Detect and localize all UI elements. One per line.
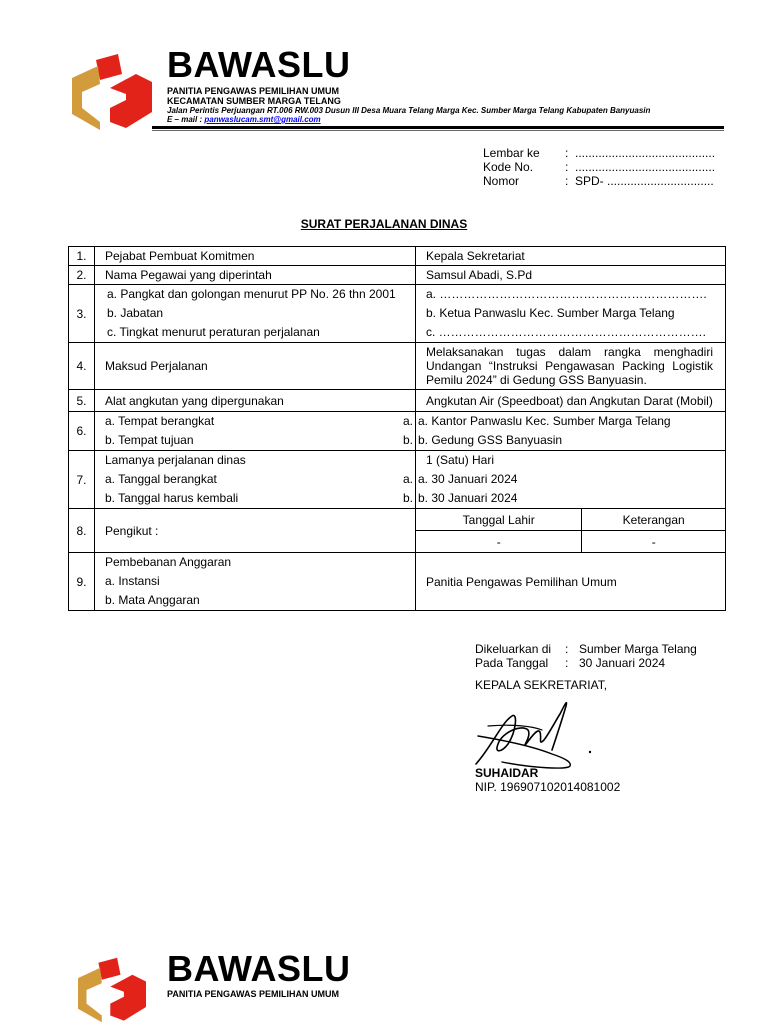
date-value: 30 Januari 2024 [579,656,666,670]
row-sublabel: a. Pangkat dan golongan menurut PP No. 26 thn 2001 [107,287,396,301]
row-value: Kepala Sekretariat [416,247,726,266]
sublabel-suffix: b. [402,433,413,447]
row-value-container [416,343,726,390]
row-subvalue: a. Kantor Panwaslu Kec. Sumber Marga Telang [418,414,671,428]
row-label-group [95,553,416,611]
companion-cell [416,509,726,553]
row-number: 1. [69,247,95,266]
row-subvalue: a. …………………………………………………………. [426,287,707,301]
row-value: Samsul Abadi, S.Pd [416,266,726,285]
row-label: Maksud Perjalanan [95,343,416,390]
companion-header: Tanggal Lahir [416,509,582,531]
sublabel-suffix: a. [402,414,413,428]
companion-row [416,531,726,553]
companion-header: Keterangan [582,509,726,531]
table-row [69,412,726,451]
meta-value: SPD- ................................ [575,174,714,188]
meta-row [483,160,715,174]
org-address: Jalan Perintis Perjuangan RT.006 RW.003 Dusun III Desa Muara Telang Marga Kec. Sumber Marga Telang Kabupaten Banyuasin [167,106,651,115]
row-sublabel [105,412,415,431]
meta-colon: : [565,174,569,188]
row-sublabel [105,489,415,508]
footer-org-name: BAWASLU [167,948,351,989]
row-sublabel: b. Mata Anggaran [105,593,200,607]
signer-position: KEPALA SEKRETARIAT, [475,678,608,692]
footer-org-line-1: PANITIA PENGAWAS PEMILIHAN UMUM [167,989,340,999]
meta-label: Kode No. [483,160,534,174]
row-subvalue: 1 (Satu) Hari [426,453,495,467]
table-row [69,390,726,412]
org-name: BAWASLU [167,44,351,85]
signature-block [475,642,697,692]
org-line-1: PANITIA PENGAWAS PEMILIHAN UMUM [167,86,340,96]
header-rule [152,126,724,129]
issued-row [475,642,697,656]
sublabel-suffix: b. [402,491,413,505]
bawaslu-logo [70,52,154,132]
header-rule-thin [152,130,724,131]
row-number: 3. [69,285,95,343]
companion-table [415,508,726,553]
row-value: Panitia Pengawas Pemilihan Umum [416,553,726,611]
row-subvalue: a. 30 Januari 2024 [418,472,518,486]
sublabel-text: b. Tanggal harus kembali [105,491,239,505]
row-number: 2. [69,266,95,285]
table-row [69,266,726,285]
meta-colon: : [565,160,569,174]
row-value-group [416,412,726,451]
sublabel-text: a. Tempat berangkat [105,414,215,428]
row-subvalue: b. 30 Januari 2024 [418,491,518,505]
email-link[interactable]: panwaslucam.smt@gmail.com [204,115,321,124]
row-value: Melaksanakan tugas dalam rangka menghadiri Undangan “Instruksi Pengawasan Packing Logistik Pemilu 2024” di Gedung GSS Banyuasin. [426,345,713,387]
handwritten-signature [472,696,602,772]
row-number: 7. [69,451,95,509]
meta-value: .......................................... [575,146,716,160]
row-number: 9. [69,553,95,611]
meta-value: .......................................... [575,160,716,174]
row-sublabel [105,470,415,489]
companion-header-row [416,509,726,531]
sublabel-text: b. Tempat tujuan [105,433,194,447]
issued-colon: : [565,642,569,656]
table-row [69,247,726,266]
row-label: Pejabat Pembuat Komitmen [95,247,416,266]
table-row [69,553,726,611]
date-label: Pada Tanggal [475,656,549,670]
row-value-group [416,285,726,343]
companion-cell-value: - [416,531,582,553]
document-meta [483,146,715,188]
meta-label: Nomor [483,174,520,188]
email-label: E – mail : [167,115,205,124]
row-sublabel: Pembebanan Anggaran [105,555,232,569]
sublabel-text: a. Tanggal berangkat [105,472,217,486]
row-subvalue: c. …………………………………………………………. [426,325,707,339]
table-row [69,285,726,343]
date-colon: : [565,656,569,670]
row-value: Angkutan Air (Speedboat) dan Angkutan Darat (Mobil) [416,390,726,412]
row-value-group [416,451,726,509]
spd-table [68,246,726,611]
org-email-line [167,115,321,125]
row-label: Pengikut : [95,509,416,553]
row-number: 5. [69,390,95,412]
row-number: 4. [69,343,95,390]
row-sublabel [105,431,415,450]
meta-label: Lembar ke [483,146,540,160]
issued-label: Dikeluarkan di [475,642,552,656]
row-subvalue: b. Ketua Panwaslu Kec. Sumber Marga Telang [426,306,675,320]
bawaslu-logo-footer [70,956,154,1024]
row-number: 6. [69,412,95,451]
row-sublabel: c. Tingkat menurut peraturan perjalanan [107,325,320,339]
row-label: Nama Pegawai yang diperintah [95,266,416,285]
org-line-2: KECAMATAN SUMBER MARGA TELANG [167,96,341,106]
row-sublabel: Lamanya perjalanan dinas [105,453,246,467]
row-label: Alat angkutan yang dipergunakan [95,390,416,412]
row-subvalue: b. Gedung GSS Banyuasin [418,433,563,447]
table-row [69,509,726,553]
row-sublabel: a. Instansi [105,574,160,588]
row-sublabel: b. Jabatan [107,306,164,320]
signer-nip: NIP. 196907102014081002 [475,780,621,794]
row-label-group [95,285,416,343]
document-title: SURAT PERJALANAN DINAS [300,217,468,231]
meta-row [483,174,715,188]
companion-cell-value: - [582,531,726,553]
issued-value: Sumber Marga Telang [579,642,697,656]
sublabel-suffix: a. [402,472,413,486]
table-row [69,451,726,509]
date-row [475,656,697,670]
meta-colon: : [565,146,569,160]
meta-row [483,146,715,160]
row-label-group [95,451,416,509]
row-number: 8. [69,509,95,553]
signer-name: SUHAIDAR [475,766,539,780]
row-label-group [95,412,416,451]
table-row [69,343,726,390]
